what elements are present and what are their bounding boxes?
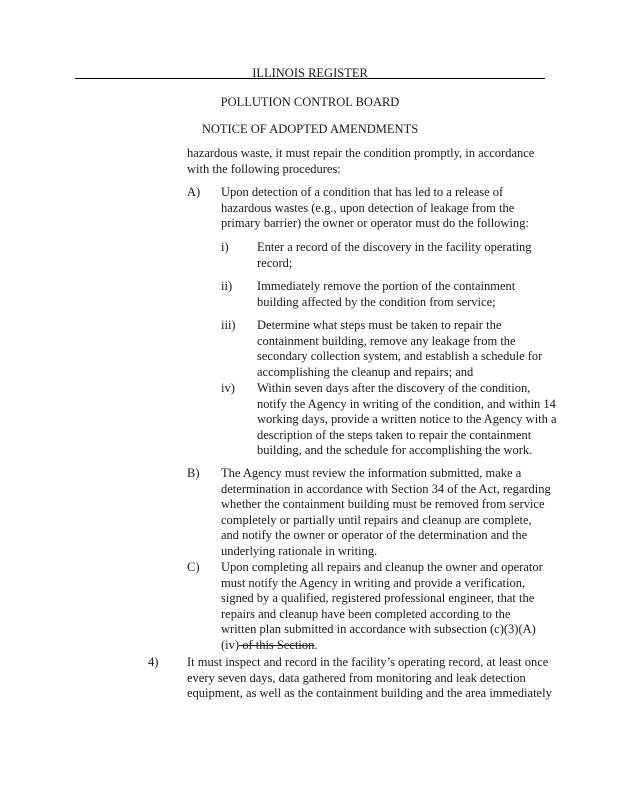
- item-a-i-text: Enter a record of the discovery in the facility operating record;: [257, 240, 532, 270]
- notice-title: NOTICE OF ADOPTED AMENDMENTS: [201, 122, 419, 136]
- item-c-period: .: [314, 637, 318, 652]
- item-a-label: A): [187, 185, 201, 199]
- item-c-text: Upon completing all repairs and cleanup the owner and operator must notify the Agency in writing and provide a verification, signed by a qualified, registered professional engineer, that the repairs and cleanup have been completed according to the written plan submitted in accordance with subsection (c)(3)(A)(iv): [221, 560, 543, 652]
- item-4-label: 4): [148, 655, 159, 669]
- item-a-ii-label: ii): [221, 279, 233, 293]
- item-c-label: C): [187, 560, 200, 574]
- item-a-iii-label: iii): [221, 318, 236, 332]
- item-b-text: The Agency must review the information submitted, make a determination in accordance with Section 34 of the Act, regarding whether the containment building must be removed from service completely or partially until repairs and cleanup are complete, and notify the owner or operator of the determination and the underlying rationale in writing.: [221, 466, 551, 558]
- item-c-struck-text: of this Section: [239, 637, 315, 652]
- item-a-iii-text: Determine what steps must be taken to repair the containment building, remove any leakage from the secondary collection system, and establish a schedule for accomplishing the cleanup and repairs; and: [257, 318, 543, 379]
- item-a-iv-label: iv): [221, 381, 235, 395]
- item-c-paragraph: [221, 560, 546, 653]
- header-rule: [75, 78, 545, 79]
- item-a-i-label: i): [221, 240, 229, 254]
- item-a-iv-text: Within seven days after the discovery of the condition, notify the Agency in writing of the condition, and within 14 working days, provide a written notice to the Agency with a description of the steps taken to repair the containment building, and the schedule for accomplishing the work.: [257, 381, 557, 457]
- register-title: ILLINOIS REGISTER: [252, 66, 368, 80]
- intro-paragraph: hazardous waste, it must repair the condition promptly, in accordance with the following procedures:: [187, 146, 535, 176]
- item-b-label: B): [187, 466, 200, 480]
- item-a-ii-text: Immediately remove the portion of the containment building affected by the condition from service;: [257, 279, 516, 309]
- item-a-text: Upon detection of a condition that has led to a release of hazardous wastes (e.g., upon detection of leakage from the primary barrier) the owner or operator must do the following:: [221, 185, 529, 230]
- item-4-text: It must inspect and record in the facility’s operating record, at least once every seven days, data gathered from monitoring and leak detection equipment, as well as the containment building and the area immediately: [187, 655, 552, 700]
- board-title: POLLUTION CONTROL BOARD: [220, 95, 400, 109]
